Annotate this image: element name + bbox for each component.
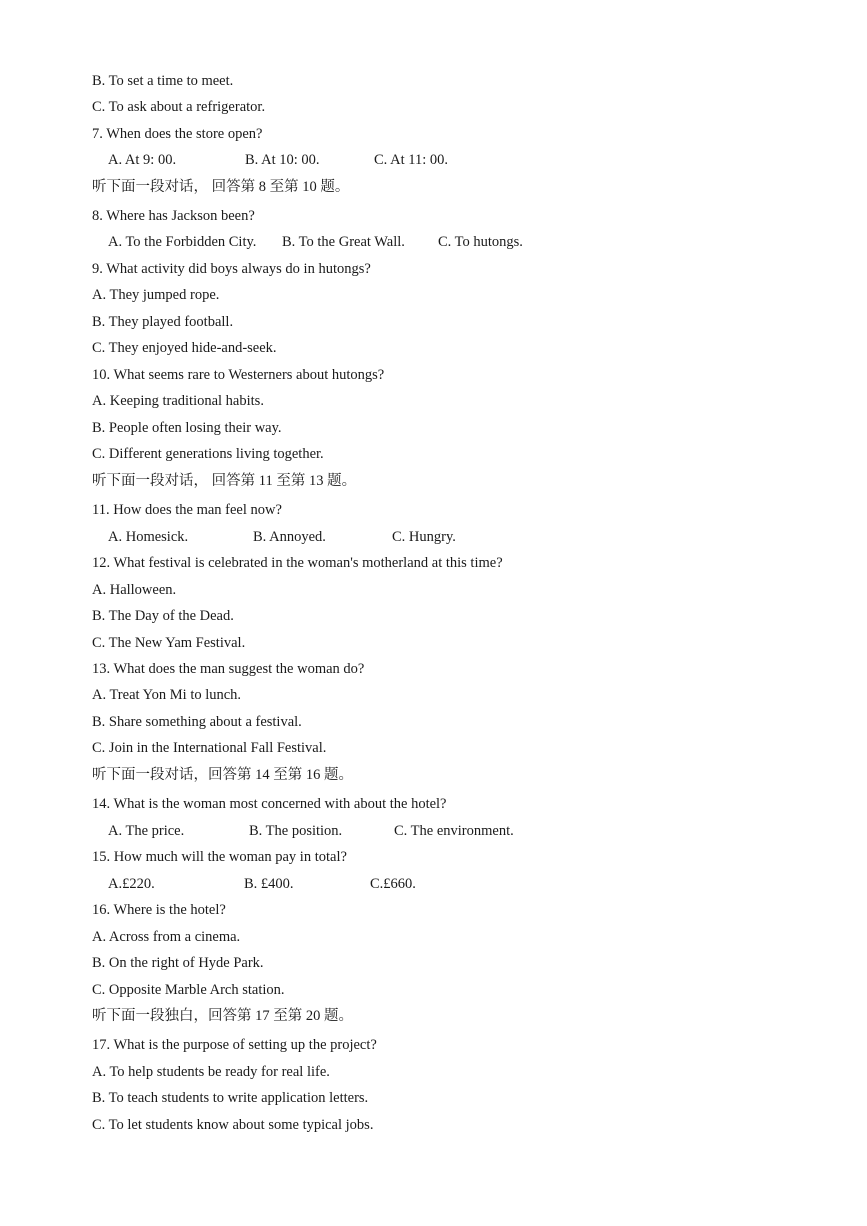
section-instruction: 听下面一段对话，回答第 14 至第 16 题。 (92, 767, 353, 783)
option-c: C. To hutongs. (438, 234, 523, 250)
option-line: C. Opposite Marble Arch station. (92, 982, 285, 998)
option-b: B. £400. (244, 876, 294, 892)
question-9: 9. What activity did boys always do in hutongs? (92, 261, 371, 277)
option-b: B. At 10: 00. (245, 152, 320, 168)
option-a: A. The price. (108, 823, 185, 839)
option-line: A. To help students be ready for real life. (92, 1064, 330, 1080)
option-a: A. At 9: 00. (108, 152, 177, 168)
option-line: B. To teach students to write application letters. (92, 1090, 369, 1106)
option-c: C. At 11: 00. (374, 152, 448, 168)
section-instruction: 听下面一段对话， 回答第 11 至第 13 题。 (92, 473, 357, 489)
option-line: A. Treat Yon Mi to lunch. (92, 687, 242, 703)
option-line: A. Keeping traditional habits. (92, 393, 264, 409)
question-13: 13. What does the man suggest the woman do? (92, 661, 365, 677)
option-c: C. Hungry. (392, 529, 456, 545)
option-line: C. They enjoyed hide-and-seek. (92, 340, 277, 356)
question-17: 17. What is the purpose of setting up the project? (92, 1037, 377, 1053)
option-line: A. Across from a cinema. (92, 929, 241, 945)
option-c: C.£660. (370, 876, 416, 892)
option-line: C. The New Yam Festival. (92, 635, 246, 651)
option-line: B. Share something about a festival. (92, 714, 302, 730)
option-b: B. The position. (249, 823, 343, 839)
option-a: A.£220. (108, 876, 155, 892)
question-14: 14. What is the woman most concerned with about the hotel? (92, 796, 447, 812)
option-line: C. Different generations living together. (92, 446, 324, 462)
option-line: B. To set a time to meet. (92, 73, 234, 89)
question-7: 7. When does the store open? (92, 126, 263, 142)
option-line: B. On the right of Hyde Park. (92, 955, 264, 971)
option-c: C. The environment. (394, 823, 514, 839)
option-line: C. To let students know about some typical jobs. (92, 1117, 374, 1133)
question-8: 8. Where has Jackson been? (92, 208, 255, 224)
option-line: B. They played football. (92, 314, 234, 330)
question-16: 16. Where is the hotel? (92, 902, 226, 918)
question-15: 15. How much will the woman pay in total? (92, 849, 347, 865)
option-line: C. To ask about a refrigerator. (92, 99, 266, 115)
option-line: A. Halloween. (92, 582, 177, 598)
option-line: B. People often losing their way. (92, 420, 282, 436)
option-line: A. They jumped rope. (92, 287, 220, 303)
question-10: 10. What seems rare to Westerners about hutongs? (92, 367, 385, 383)
option-line: B. The Day of the Dead. (92, 608, 234, 624)
option-a: A. Homesick. (108, 529, 189, 545)
section-instruction: 听下面一段对话， 回答第 8 至第 10 题。 (92, 179, 350, 195)
question-11: 11. How does the man feel now? (92, 502, 282, 518)
option-b: B. Annoyed. (253, 529, 326, 545)
option-a: A. To the Forbidden City. (108, 234, 257, 250)
section-instruction: 听下面一段独白，回答第 17 至第 20 题。 (92, 1008, 353, 1024)
option-line: C. Join in the International Fall Festival. (92, 740, 327, 756)
option-b: B. To the Great Wall. (282, 234, 405, 250)
question-12: 12. What festival is celebrated in the woman's motherland at this time? (92, 555, 503, 571)
